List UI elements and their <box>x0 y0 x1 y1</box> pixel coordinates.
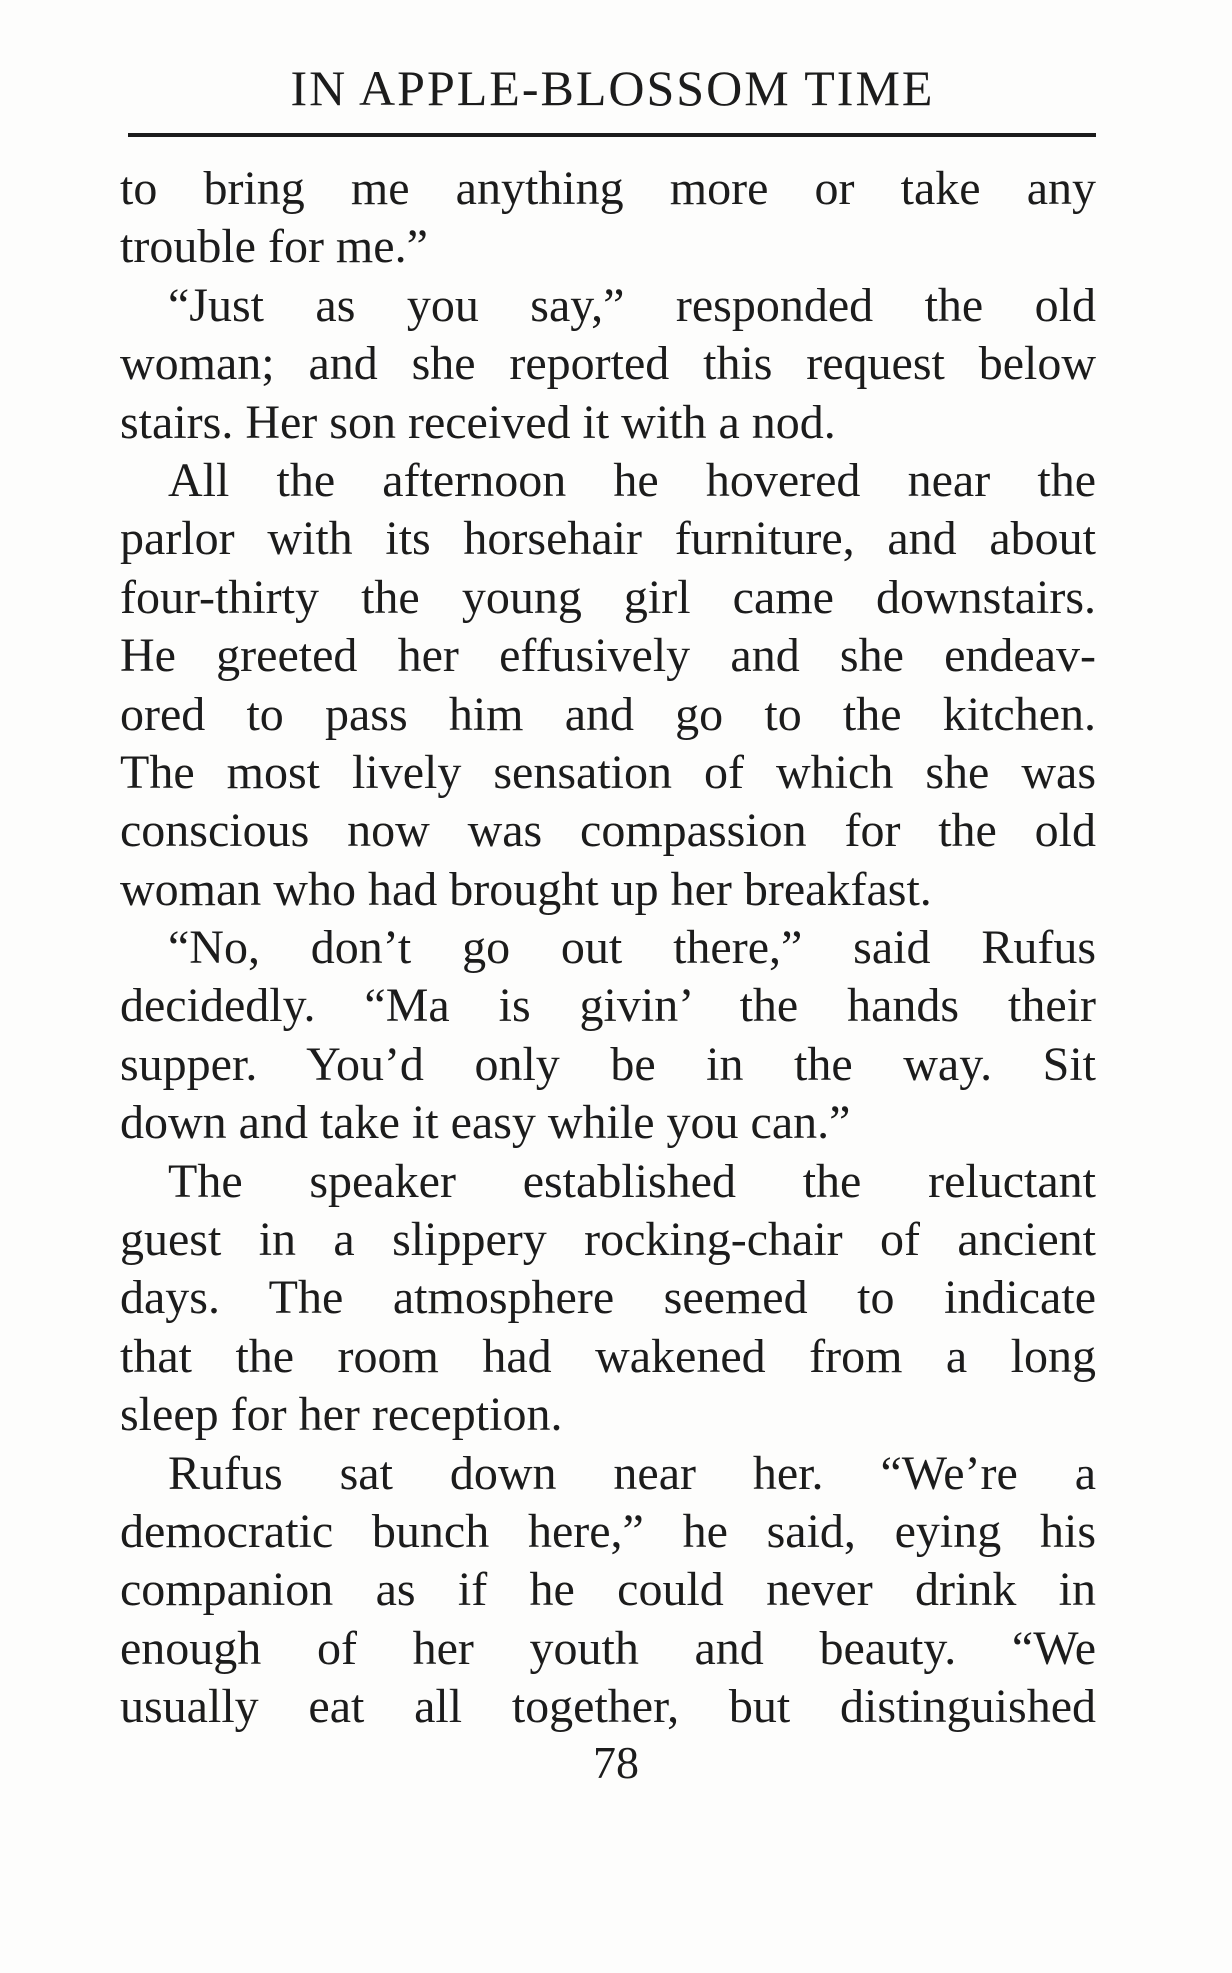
text-line: usually eat all together, but distinguished <box>120 1680 1096 1734</box>
text-line: to bring me anything more or take any <box>120 162 1096 215</box>
text-line: “No, don’t go out there,” said Rufus <box>168 921 1096 975</box>
text-line: down and take it easy while you can.” <box>120 1096 851 1150</box>
text-line: sleep for her reception. <box>120 1388 563 1442</box>
text-line: enough of her youth and beauty. “We <box>120 1621 1096 1675</box>
text-line: “Just as you say,” responded the old <box>168 278 1096 332</box>
page-number: 78 <box>593 1737 639 1788</box>
header-rule <box>128 133 1096 137</box>
text-line: that the room had wakened from a long <box>120 1329 1096 1383</box>
text-line: days. The atmosphere seemed to indicate <box>120 1271 1096 1325</box>
text-line: conscious now was compassion for the old <box>120 804 1096 858</box>
text-line: woman who had brought up her breakfast. <box>120 862 932 916</box>
text-line: democratic bunch here,” he said, eying his <box>120 1504 1096 1558</box>
text-line: trouble for me.” <box>120 220 428 274</box>
text-line: parlor with its horsehair furniture, and about <box>120 512 1096 566</box>
text-line: He greeted her effusively and she endeav- <box>120 629 1096 683</box>
text-line: decidedly. “Ma is givin’ the hands their <box>120 979 1096 1033</box>
text-line: stairs. Her son received it with a nod. <box>120 395 836 449</box>
text-line: four-thirty the young girl came downstairs. <box>120 570 1096 624</box>
text-line: guest in a slippery rocking-chair of ancient <box>120 1213 1096 1267</box>
text-line: companion as if he could never drink in <box>120 1563 1096 1617</box>
running-head: IN APPLE-BLOSSOM TIME <box>290 60 935 116</box>
text-line: The most lively sensation of which she was <box>120 745 1096 799</box>
text-line: Rufus sat down near her. “We’re a <box>168 1446 1096 1500</box>
text-line: The speaker established the reluctant <box>168 1154 1096 1208</box>
text-line: All the afternoon he hovered near the <box>168 453 1096 507</box>
text-line: supper. You’d only be in the way. Sit <box>120 1037 1096 1091</box>
body-text <box>120 160 1096 1737</box>
text-line: woman; and she reported this request below <box>120 337 1096 391</box>
text-line: ored to pass him and go to the kitchen. <box>120 687 1096 741</box>
